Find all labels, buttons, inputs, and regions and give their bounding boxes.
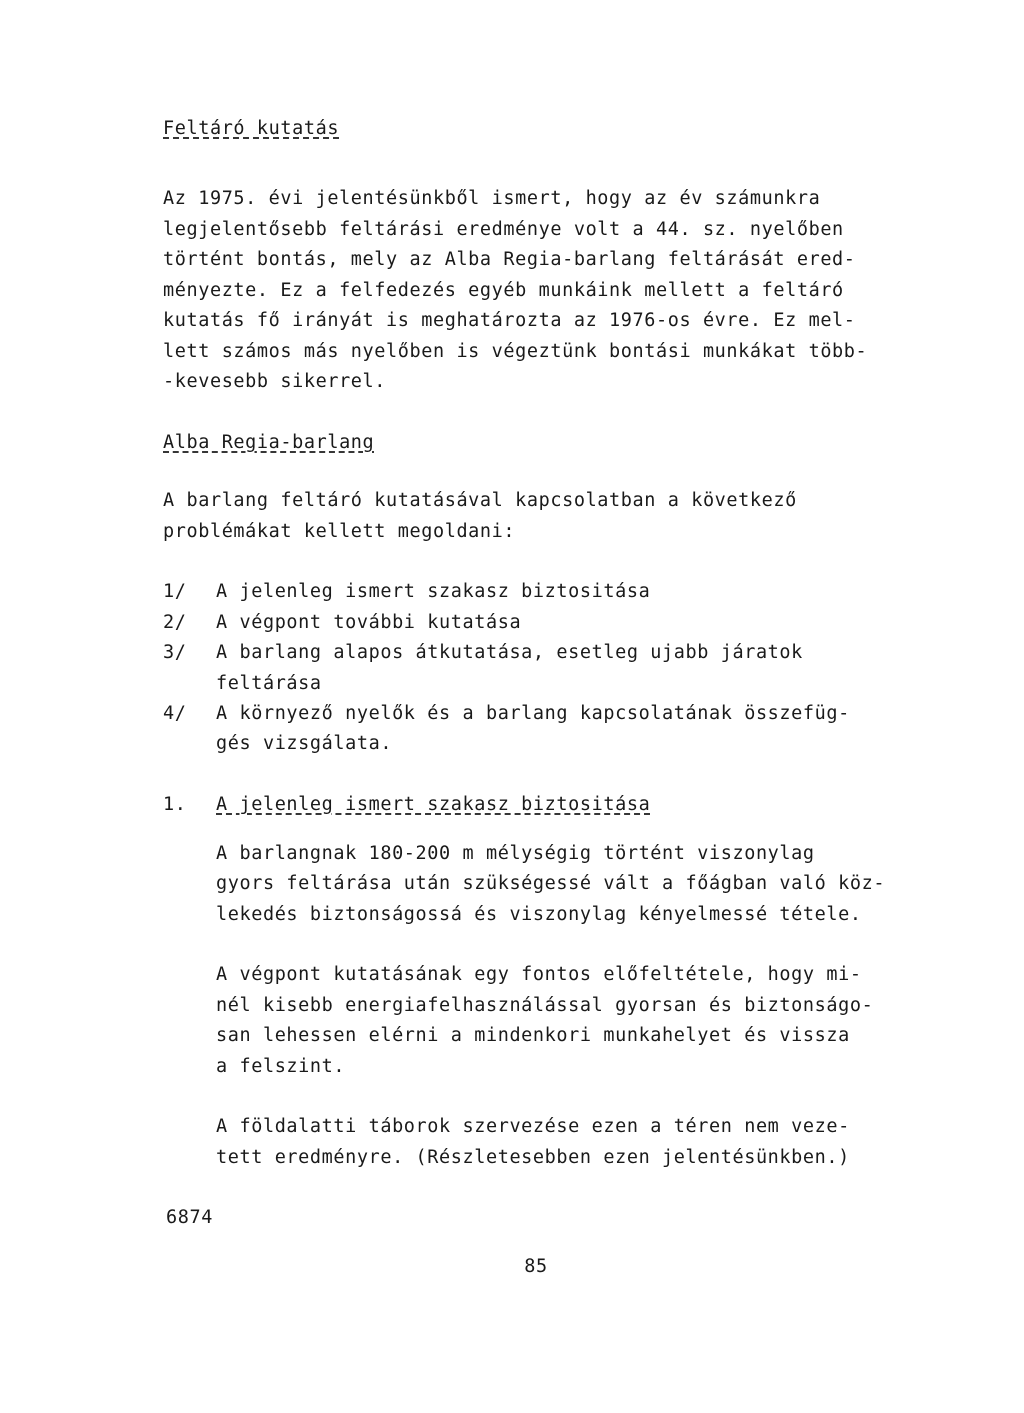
section-heading-feltaro-kutatas: Feltáró kutatás <box>163 118 340 139</box>
problem-number: 3/ <box>163 642 187 663</box>
paragraph-line: -kevesebb sikerrel. <box>163 371 387 392</box>
problem-text: gés vizsgálata. <box>216 733 393 754</box>
problem-text: A jelenleg ismert szakasz biztositása <box>216 581 651 602</box>
document-code: 6874 <box>166 1207 213 1228</box>
problem-text: feltárása <box>216 673 322 694</box>
paragraph-line: nél kisebb energiafelhasználással gyorsan és biztonságo- <box>216 995 874 1016</box>
section-heading-alba-regia-barlang: Alba Regia-barlang <box>163 432 375 453</box>
problem-number: 4/ <box>163 703 187 724</box>
paragraph-line: problémákat kellett megoldani: <box>163 521 516 542</box>
paragraph-line: san lehessen elérni a mindenkori munkahelyet és vissza <box>216 1025 850 1046</box>
paragraph-line: A végpont kutatásának egy fontos előfeltétele, hogy mi- <box>216 964 862 985</box>
paragraph-line: ményezte. Ez a felfedezés egyéb munkáink mellett a feltáró <box>163 280 844 301</box>
section-number: 1. <box>163 794 187 815</box>
paragraph-line: lekedés biztonságossá és viszonylag kényelmessé tétele. <box>216 904 862 925</box>
paragraph-line: tett eredményre. (Részletesebben ezen jelentésünkben.) <box>216 1147 850 1168</box>
paragraph-line: legjelentősebb feltárási eredménye volt a 44. sz. nyelőben <box>163 219 844 240</box>
problem-number: 2/ <box>163 612 187 633</box>
paragraph-line: kutatás fő irányát is meghatározta az 1976-os évre. Ez mel- <box>163 310 856 331</box>
page-number: 85 <box>524 1256 548 1277</box>
problem-text: A barlang alapos átkutatása, esetleg ujabb járatok <box>216 642 803 663</box>
paragraph-line: lett számos más nyelőben is végeztünk bontási munkákat több- <box>163 341 868 362</box>
paragraph-line: A barlang feltáró kutatásával kapcsolatban a következő <box>163 490 797 511</box>
paragraph-line: A földalatti táborok szervezése ezen a téren nem veze- <box>216 1116 850 1137</box>
problem-text: A környező nyelők és a barlang kapcsolatának összefüg- <box>216 703 850 724</box>
problem-text: A végpont további kutatása <box>216 612 522 633</box>
problem-number: 1/ <box>163 581 187 602</box>
section-heading-biztositas: A jelenleg ismert szakasz biztositása <box>216 794 651 815</box>
paragraph-line: gyors feltárása után szükségessé vált a főágban való köz- <box>216 873 886 894</box>
paragraph-line: a felszint. <box>216 1056 346 1077</box>
paragraph-line: A barlangnak 180-200 m mélységig történt viszonylag <box>216 843 815 864</box>
paragraph-line: történt bontás, mely az Alba Regia-barlang feltárását ered- <box>163 249 856 270</box>
paragraph-line: Az 1975. évi jelentésünkből ismert, hogy az év számunkra <box>163 188 821 209</box>
